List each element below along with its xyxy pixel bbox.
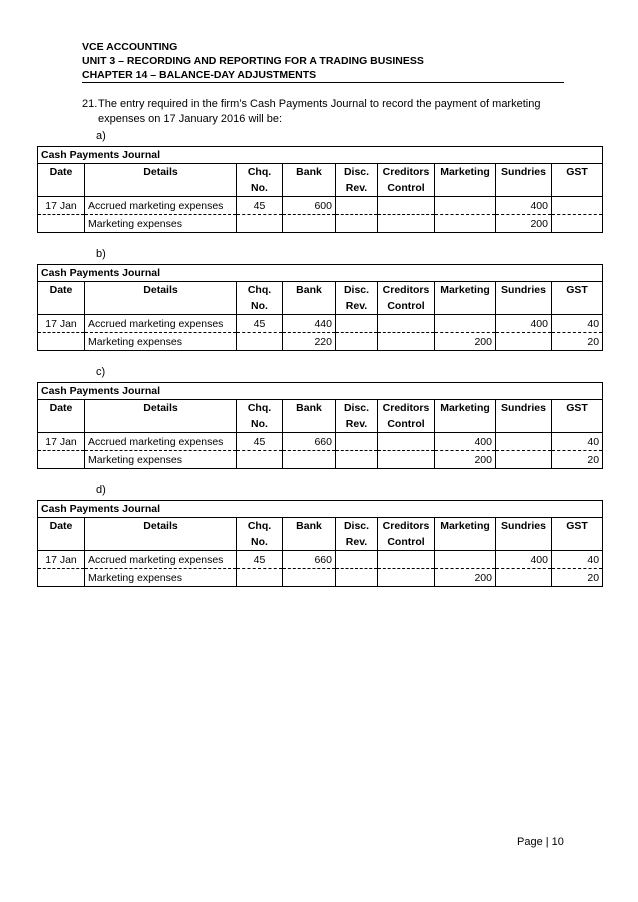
header-chapter: CHAPTER 14 – BALANCE-DAY ADJUSTMENTS bbox=[82, 69, 317, 81]
col-date: Date bbox=[38, 282, 85, 299]
col-gst: GST bbox=[552, 400, 603, 417]
header-unit: UNIT 3 – RECORDING AND REPORTING FOR A TRADING BUSINESS bbox=[82, 55, 424, 67]
table-row: Marketing expenses 200 20 bbox=[38, 569, 603, 587]
col-chq-no: No. bbox=[237, 298, 283, 315]
col-sundries: Sundries bbox=[496, 282, 552, 299]
table-row: 17 Jan Accrued marketing expenses 45 440 400 40 bbox=[38, 315, 603, 333]
col-disc-rev: Rev. bbox=[336, 534, 378, 551]
question-text-line1: The entry required in the firm’s Cash Payments Journal to record the payment of marketing bbox=[98, 98, 541, 110]
col-chq: Chq. bbox=[237, 400, 283, 417]
col-creditors-control: Control bbox=[378, 534, 435, 551]
col-disc-rev: Rev. bbox=[336, 416, 378, 433]
col-bank: Bank bbox=[283, 400, 336, 417]
col-creditors: Creditors bbox=[378, 518, 435, 535]
option-c-label: c) bbox=[96, 366, 106, 378]
col-creditors: Creditors bbox=[378, 164, 435, 181]
col-disc: Disc. bbox=[336, 518, 378, 535]
option-c-journal bbox=[37, 382, 603, 469]
col-details: Details bbox=[85, 282, 237, 299]
col-chq: Chq. bbox=[237, 282, 283, 299]
header-subject: VCE ACCOUNTING bbox=[82, 41, 178, 53]
col-disc-rev: Rev. bbox=[336, 180, 378, 197]
table-row: Marketing expenses 200 20 bbox=[38, 451, 603, 469]
col-chq-no: No. bbox=[237, 180, 283, 197]
col-creditors-control: Control bbox=[378, 416, 435, 433]
col-chq-no: No. bbox=[237, 534, 283, 551]
table-row: 17 Jan Accrued marketing expenses 45 660 400 40 bbox=[38, 551, 603, 569]
col-marketing: Marketing bbox=[435, 282, 496, 299]
col-disc: Disc. bbox=[336, 282, 378, 299]
option-d-journal bbox=[37, 500, 603, 587]
table-row: 17 Jan Accrued marketing expenses 45 600 400 bbox=[38, 197, 603, 215]
col-details: Details bbox=[85, 164, 237, 181]
col-chq: Chq. bbox=[237, 164, 283, 181]
col-creditors-control: Control bbox=[378, 180, 435, 197]
col-gst: GST bbox=[552, 518, 603, 535]
journal-title: Cash Payments Journal bbox=[38, 383, 603, 400]
col-creditors: Creditors bbox=[378, 400, 435, 417]
col-date: Date bbox=[38, 164, 85, 181]
col-disc: Disc. bbox=[336, 400, 378, 417]
header-divider bbox=[82, 82, 564, 83]
option-b-label: b) bbox=[96, 248, 106, 260]
option-a-journal bbox=[37, 146, 603, 233]
table-row: Marketing expenses 220 200 20 bbox=[38, 333, 603, 351]
question-number: 21. bbox=[82, 98, 98, 110]
col-gst: GST bbox=[552, 282, 603, 299]
col-sundries: Sundries bbox=[496, 164, 552, 181]
col-bank: Bank bbox=[283, 282, 336, 299]
col-chq-no: No. bbox=[237, 416, 283, 433]
page-number: Page | 10 bbox=[517, 836, 564, 848]
col-disc: Disc. bbox=[336, 164, 378, 181]
col-marketing: Marketing bbox=[435, 164, 496, 181]
option-a-label: a) bbox=[96, 130, 106, 142]
col-creditors: Creditors bbox=[378, 282, 435, 299]
col-details: Details bbox=[85, 400, 237, 417]
col-disc-rev: Rev. bbox=[336, 298, 378, 315]
journal-title: Cash Payments Journal bbox=[38, 501, 603, 518]
col-creditors-control: Control bbox=[378, 298, 435, 315]
col-date: Date bbox=[38, 518, 85, 535]
question-text-line2: expenses on 17 January 2016 will be: bbox=[98, 113, 283, 125]
journal-title: Cash Payments Journal bbox=[38, 147, 603, 164]
col-bank: Bank bbox=[283, 518, 336, 535]
option-d-label: d) bbox=[96, 484, 106, 496]
document-header bbox=[82, 40, 564, 82]
col-marketing: Marketing bbox=[435, 518, 496, 535]
col-bank: Bank bbox=[283, 164, 336, 181]
question-21 bbox=[82, 97, 562, 127]
col-date: Date bbox=[38, 400, 85, 417]
option-b-journal bbox=[37, 264, 603, 351]
col-sundries: Sundries bbox=[496, 518, 552, 535]
col-marketing: Marketing bbox=[435, 400, 496, 417]
col-details: Details bbox=[85, 518, 237, 535]
col-gst: GST bbox=[552, 164, 603, 181]
journal-title: Cash Payments Journal bbox=[38, 265, 603, 282]
col-chq: Chq. bbox=[237, 518, 283, 535]
table-row: 17 Jan Accrued marketing expenses 45 660 400 40 bbox=[38, 433, 603, 451]
col-sundries: Sundries bbox=[496, 400, 552, 417]
table-row: Marketing expenses 200 bbox=[38, 215, 603, 233]
